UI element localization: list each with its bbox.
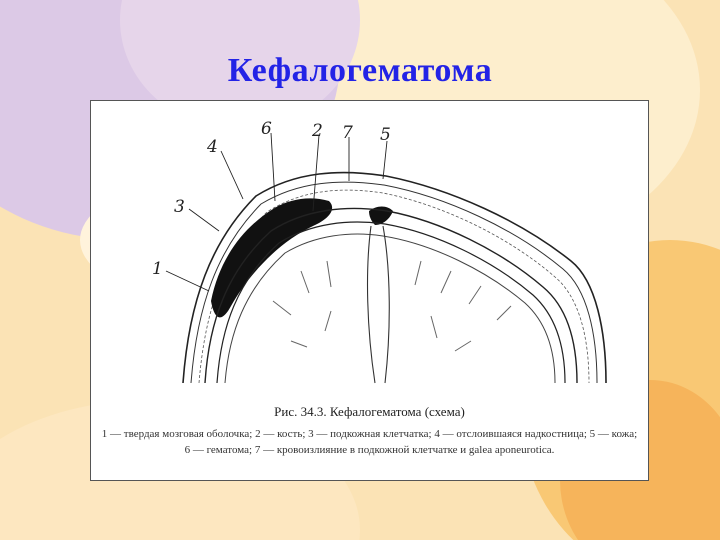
label-4: 4 (207, 137, 218, 157)
figure-caption-title: Рис. 34.3. Кефалогематома (схема) (274, 404, 465, 419)
figure-panel (90, 100, 649, 481)
label-1: 1 (152, 259, 163, 279)
label-7: 7 (342, 123, 353, 143)
label-3: 3 (174, 197, 185, 217)
falx (368, 226, 390, 383)
slide-title: Кефалогематома (227, 52, 493, 89)
subcutaneous-layer (199, 190, 589, 383)
hematoma (211, 198, 332, 317)
label-2: 2 (312, 121, 323, 141)
figure-caption-legend: 1 — твердая мозговая оболочка; 2 — кость; 3 — подкожная клетчатка; 4 — отслоившаяся надкостница; 5 — кожа; 6 — гематома; 7 — кровоизлияние в подкожной клетчатке и galea aponeurotica. (101, 428, 638, 456)
label-6: 6 (261, 119, 272, 139)
dura (225, 234, 555, 383)
label-5: 5 (380, 125, 391, 145)
cephalohematoma-diagram (91, 101, 648, 401)
brain-gyri (273, 261, 511, 351)
